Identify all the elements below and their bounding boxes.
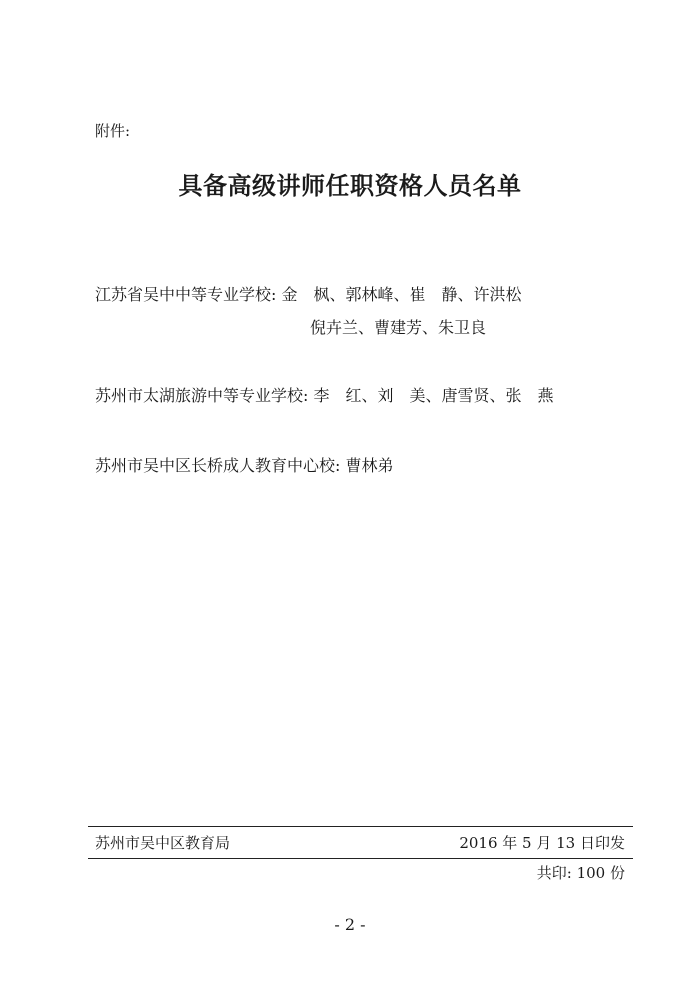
page-number: - 2 - [334,915,366,934]
document-title: 具备高级讲师任职资格人员名单 [178,171,522,200]
footer-rule-bottom [88,858,633,859]
personnel-names-continued: 倪卉兰、曹建芳、朱卫良 [310,318,487,337]
school-entry-changqiao [95,449,394,482]
school-entry-wuzhong [95,278,522,344]
attachment-label: 附件: [95,122,131,140]
footer-rule-top [88,826,633,827]
school-entry-taihu [95,379,554,412]
print-copies: 共印: 100 份 [536,864,625,882]
school-name: 苏州市吴中区长桥成人教育中心校: [95,456,341,475]
school-name: 苏州市太湖旅游中等专业学校: [95,386,309,405]
school-name: 江苏省吴中中等专业学校: [95,285,277,304]
issue-date: 2016 年 5 月 13 日印发 [459,834,625,852]
personnel-names: 金 枫、郭林峰、崔 静、许洪松 [281,285,522,304]
personnel-names: 李 红、刘 美、唐雪贤、张 燕 [313,386,554,405]
issuing-organization: 苏州市吴中区教育局 [95,834,231,852]
personnel-names: 曹林弟 [345,456,394,475]
